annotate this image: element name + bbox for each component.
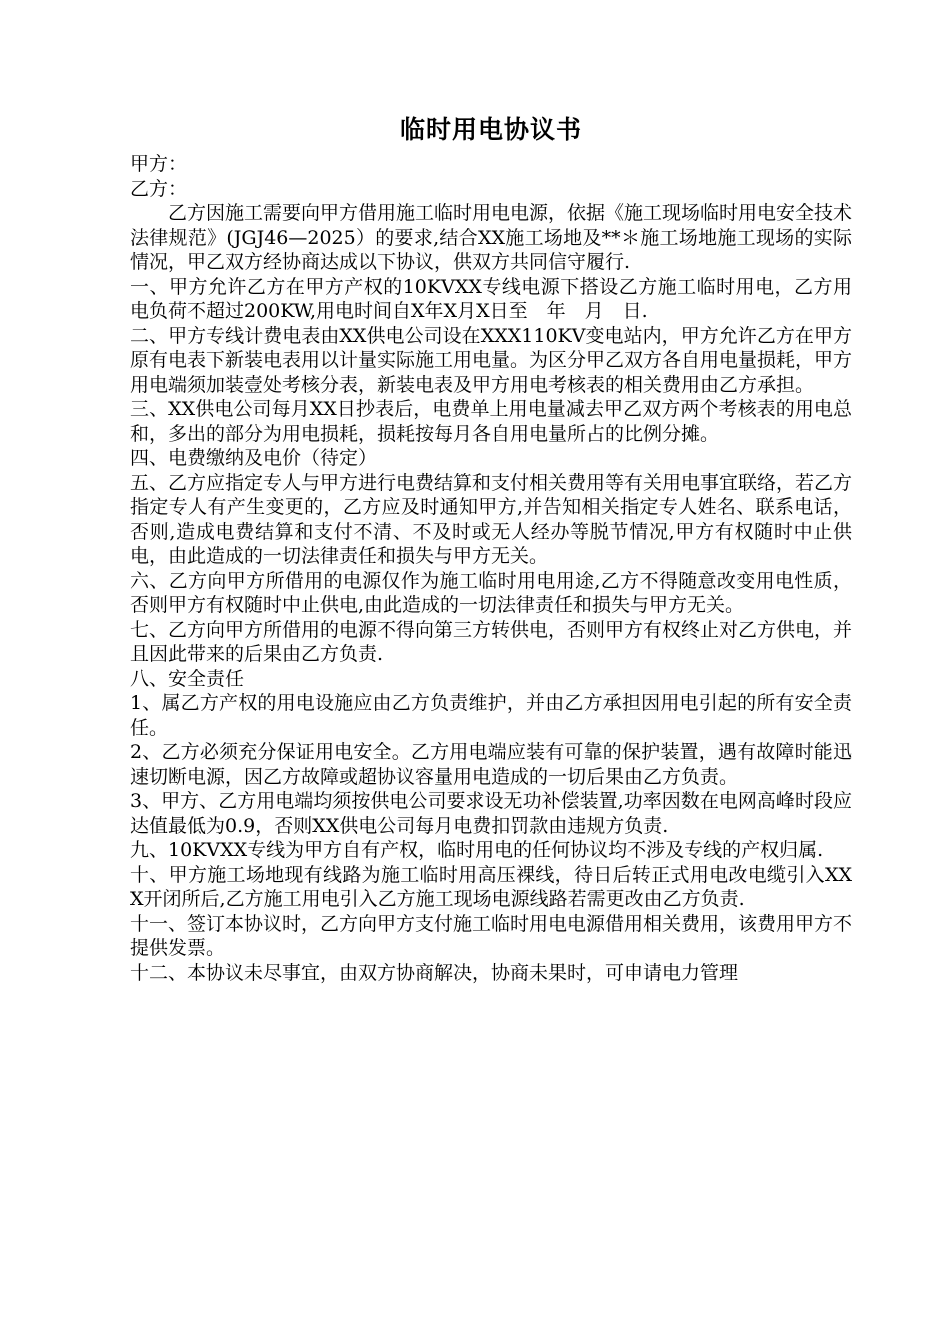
clause-8-item-3: 3、甲方、乙方用电端均须按供电公司要求设无功补偿装置,功率因数在电网高峰时段应达值最低为0.9，否则XX供电公司每月电费扣罚款由违规方负责.: [130, 790, 852, 837]
party-b-line: 乙方：: [130, 177, 188, 200]
document-page: [130, 110, 852, 985]
clause-11: 十一、签订本协议时，乙方向甲方支付施工临时用电电源借用相关费用，该费用甲方不提供发票。: [130, 912, 853, 959]
preamble-paragraph: 乙方因施工需要向甲方借用施工临时用电电源，依据《施工现场临时用电安全技术法律规范》(JGJ46—2025）的要求,结合XX施工场地及**＊施工场地施工现场的实际情况，甲乙双方经协商达成以下协议，供双方共同信守履行.: [130, 202, 853, 273]
clause-10: 十、甲方施工场地现有线路为施工临时用高压裸线，待日后转正式用电改电缆引入XXX开闭所后,乙方施工用电引入乙方施工现场电源线路若需更改由乙方负责.: [130, 863, 852, 910]
document-title: 临时用电协议书: [399, 115, 582, 144]
party-a-line: 甲方：: [130, 153, 188, 175]
clause-3: 三、XX供电公司每月XX日抄表后，电费单上用电量减去甲乙双方两个考核表的用电总和，多出的部分为用电损耗，损耗按每月各自用电量所占的比例分摊。: [130, 398, 852, 445]
clause-4: 四、电费缴纳及电价（待定）: [130, 447, 378, 469]
clause-8-item-1: 1、属乙方产权的用电设施应由乙方负责维护，并由乙方承担因用电引起的所有安全责任。: [130, 692, 852, 739]
clause-1: 一、甲方允许乙方在甲方产权的10KVXX专线电源下搭设乙方施工临时用电，乙方用电负荷不超过200KW,用电时间自X年X月X日至 年 月 日.: [130, 275, 852, 322]
clause-2: 二、甲方专线计费电表由XX供电公司设在XXX110KV变电站内，甲方允许乙方在甲方原有电表下新装电表用以计量实际施工用电量。为区分甲乙双方各自用电量损耗，甲方用电端须加装壹处考核分表，新装电表及甲方用电考核表的相关费用由乙方承担。: [130, 324, 853, 396]
clause-8-heading: 八、安全责任: [130, 667, 245, 690]
clause-5: 五、乙方应指定专人与甲方进行电费结算和支付相关费用等有关用电事宜联络，若乙方指定专人有产生变更的，乙方应及时通知甲方,并告知相关指定专人姓名、联系电话，否则,造成电费结算和支付不清、不及时或无人经办等脱节情况,甲方有权随时中止供电，由此造成的一切法律责任和损失与甲方无关。: [130, 471, 853, 567]
clause-6: 六、乙方向甲方所借用的电源仅作为施工临时用电用途,乙方不得随意改变用电性质，否则甲方有权随时中止供电,由此造成的一切法律责任和损失与甲方无关。: [130, 569, 852, 616]
clause-12: 十二、本协议未尽事宜，由双方协商解决，协商未果时，可申请电力管理: [130, 961, 739, 984]
clause-9: 九、10KVXX专线为甲方自有产权，临时用电的任何协议均不涉及专线的产权归属.: [130, 839, 824, 861]
clause-7: 七、乙方向甲方所借用的电源不得向第三方转供电，否则甲方有权终止对乙方供电，并且因此带来的后果由乙方负责.: [130, 618, 853, 665]
clause-8-item-2: 2、乙方必须充分保证用电安全。乙方用电端应装有可靠的保护装置，遇有故障时能迅速切断电源，因乙方故障或超协议容量用电造成的一切后果由乙方负责。: [130, 741, 852, 788]
